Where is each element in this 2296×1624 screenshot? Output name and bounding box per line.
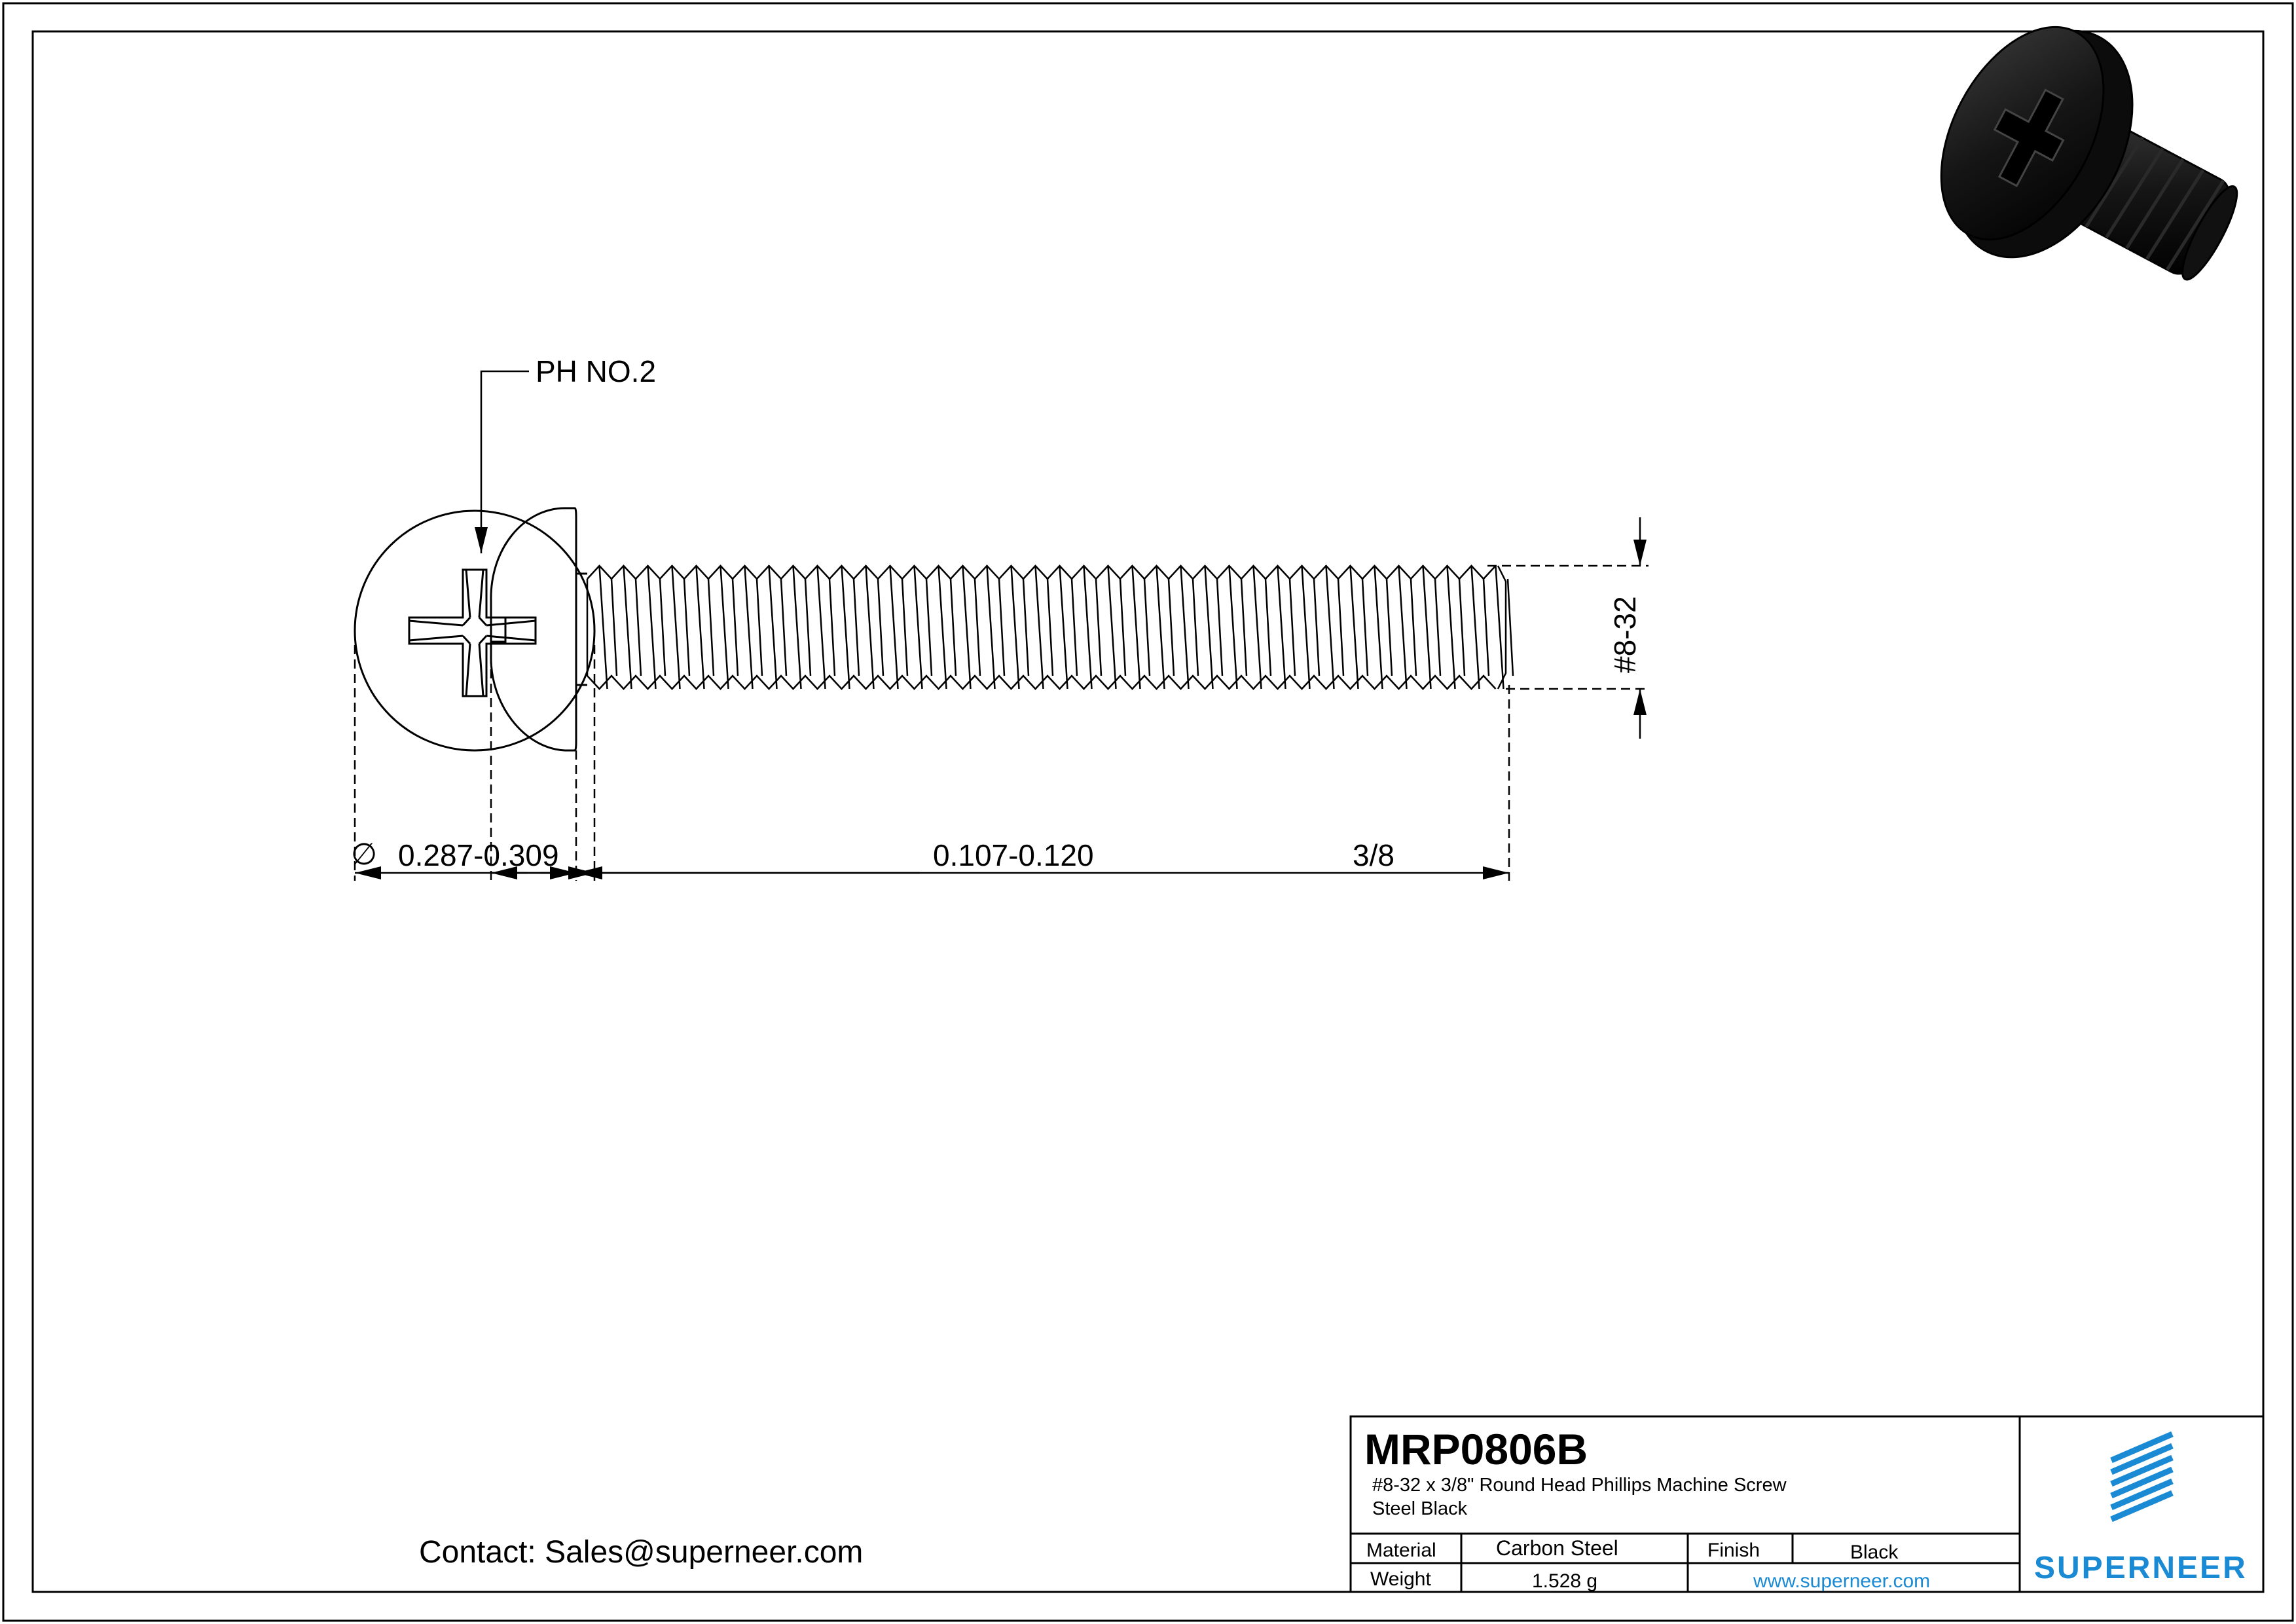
description-line2: Steel Black bbox=[1372, 1498, 1468, 1519]
head-diameter-label: 0.287-0.309 bbox=[398, 838, 559, 872]
weight-value: 1.528 g bbox=[1532, 1570, 1598, 1592]
part-number: MRP0806B bbox=[1364, 1425, 1588, 1473]
weight-label: Weight bbox=[1370, 1568, 1431, 1590]
thread-label: #8-32 bbox=[1608, 596, 1642, 673]
screw-3d-render bbox=[1905, 0, 2278, 346]
website-link[interactable]: www.superneer.com bbox=[1753, 1570, 1931, 1592]
head-height-label: 0.107-0.120 bbox=[933, 838, 1094, 872]
material-label: Material bbox=[1366, 1540, 1436, 1561]
finish-value: Black bbox=[1850, 1541, 1899, 1563]
outer-border bbox=[3, 3, 2293, 1621]
contact-email: Contact: Sales@superneer.com bbox=[419, 1535, 864, 1570]
brand-name: SUPERNEER bbox=[2034, 1551, 2248, 1585]
finish-label: Finish bbox=[1707, 1540, 1760, 1561]
inner-border bbox=[33, 31, 2263, 1592]
length-label: 3/8 bbox=[1353, 838, 1394, 872]
diameter-symbol: ∅ bbox=[351, 837, 378, 871]
thread-profile bbox=[587, 566, 1513, 689]
screw-side-view bbox=[491, 508, 587, 750]
head-top-view bbox=[355, 511, 594, 750]
material-value: Carbon Steel bbox=[1496, 1536, 1618, 1560]
superneer-logo-icon bbox=[2111, 1434, 2172, 1519]
ph-callout-label: PH NO.2 bbox=[536, 354, 657, 388]
description-line1: #8-32 x 3/8" Round Head Phillips Machine Screw bbox=[1372, 1475, 1787, 1496]
